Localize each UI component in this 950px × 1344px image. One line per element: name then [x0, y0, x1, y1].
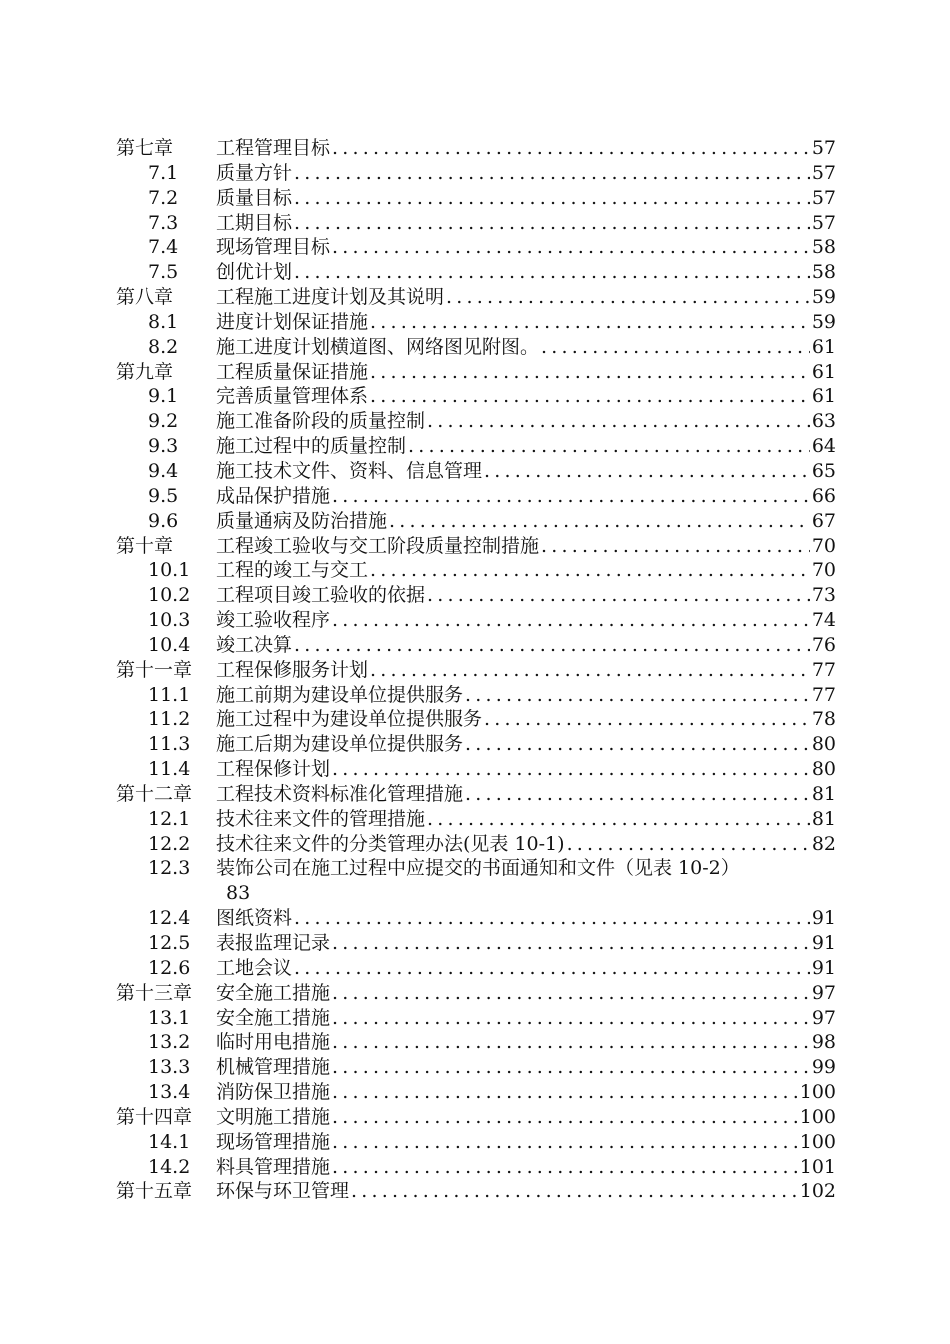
toc-entry-text	[216, 633, 836, 658]
toc-entry-title: 施工准备阶段的质量控制	[216, 410, 426, 433]
table-of-contents	[116, 136, 836, 1204]
toc-dot-leader	[370, 558, 810, 583]
toc-entry-number: 10.1	[148, 559, 191, 582]
toc-entry-text	[216, 434, 836, 459]
toc-page-number: 74	[811, 609, 836, 632]
toc-entry-title: 工程管理目标	[216, 137, 331, 159]
toc-section-entry[interactable]	[116, 384, 836, 409]
toc-entry-title: 安全施工措施	[216, 1006, 331, 1029]
toc-dot-leader	[332, 931, 810, 956]
toc-page-number: 57	[811, 161, 836, 184]
toc-dot-leader	[332, 981, 810, 1006]
toc-entry-title: 工程项目竣工验收的依据	[216, 584, 426, 607]
toc-dot-leader	[332, 1030, 810, 1055]
toc-entry-number: 12.6	[148, 956, 191, 979]
toc-section-entry[interactable]	[116, 335, 836, 360]
toc-entry-number: 9.5	[148, 484, 179, 507]
toc-entry-number: 第十五章	[116, 1180, 193, 1203]
toc-page-number: 77	[811, 683, 836, 706]
toc-entry-text	[216, 583, 836, 608]
toc-section-entry[interactable]	[116, 409, 836, 434]
toc-entry-text	[216, 186, 836, 211]
toc-entry-text	[216, 534, 836, 559]
toc-entry-number: 12.1	[148, 807, 191, 830]
toc-entry-title: 图纸资料	[216, 907, 293, 930]
toc-entry-number: 12.5	[148, 932, 191, 954]
toc-chapter-entry[interactable]	[116, 1179, 836, 1204]
toc-section-entry[interactable]	[116, 558, 836, 583]
toc-dot-leader	[332, 1130, 798, 1155]
toc-page-number: 61	[811, 385, 836, 408]
toc-entry-title: 工地会议	[216, 956, 293, 979]
toc-page-number: 63	[811, 410, 836, 433]
toc-dot-leader	[294, 906, 810, 931]
toc-page-number: 80	[811, 758, 836, 781]
toc-entry-title: 工程保修计划	[216, 758, 331, 781]
toc-entry-text	[216, 856, 836, 906]
toc-entry-text	[216, 757, 836, 782]
toc-entry-number: 11.1	[148, 683, 191, 706]
toc-page-number: 77	[811, 658, 836, 681]
toc-dot-leader	[465, 782, 810, 807]
toc-entry-title: 竣工验收程序	[216, 609, 331, 632]
toc-entry-title: 技术往来文件的分类管理办法(见表 10-1)	[216, 832, 565, 855]
toc-entry-text	[216, 1130, 836, 1155]
toc-entry-text	[216, 732, 836, 757]
toc-entry-number: 14.2	[148, 1155, 191, 1178]
toc-entry-title: 消防保卫措施	[216, 1081, 331, 1104]
toc-dot-leader	[541, 534, 810, 559]
toc-entry-title: 安全施工措施	[216, 981, 331, 1004]
toc-entry-text	[216, 384, 836, 409]
toc-entry-title: 施工技术文件、资料、信息管理	[216, 459, 483, 482]
toc-page-number: 78	[811, 708, 836, 731]
toc-page-number: 57	[811, 211, 836, 234]
toc-entry-number: 9.2	[148, 410, 179, 433]
toc-dot-leader	[332, 1105, 798, 1130]
toc-entry-text	[216, 1155, 836, 1180]
toc-entry-title: 机械管理措施	[216, 1056, 331, 1079]
toc-section-entry[interactable]	[116, 931, 836, 956]
toc-dot-leader	[294, 956, 810, 981]
toc-section-entry[interactable]	[116, 186, 836, 211]
toc-entry-text	[216, 235, 836, 260]
toc-entry-number: 13.2	[148, 1031, 191, 1054]
toc-section-entry[interactable]	[116, 1155, 836, 1180]
toc-entry-number: 第七章	[116, 137, 174, 159]
toc-section-entry[interactable]	[116, 856, 836, 906]
toc-entry-number: 7.3	[148, 211, 179, 234]
toc-entry-title: 工程竣工验收与交工阶段质量控制措施	[216, 534, 540, 557]
toc-entry-text	[216, 906, 836, 931]
toc-section-entry[interactable]	[116, 1030, 836, 1055]
toc-section-entry[interactable]	[116, 459, 836, 484]
toc-section-entry[interactable]	[116, 211, 836, 236]
toc-dot-leader	[332, 1055, 810, 1080]
toc-entry-number: 第十四章	[116, 1105, 193, 1128]
toc-entry-title: 质量方针	[216, 161, 293, 184]
toc-entry-text	[216, 335, 836, 360]
toc-entry-text	[216, 285, 836, 310]
toc-dot-leader	[332, 484, 810, 509]
toc-entry-title: 施工后期为建设单位提供服务	[216, 733, 464, 756]
toc-dot-leader	[465, 683, 810, 708]
toc-entry-title: 工期目标	[216, 211, 293, 234]
toc-entry-text	[216, 161, 836, 186]
toc-entry-text	[216, 1006, 836, 1031]
toc-entry-number: 8.2	[148, 335, 179, 358]
toc-dot-leader	[294, 260, 810, 285]
toc-entry-text	[216, 683, 836, 708]
toc-entry-text	[216, 1105, 836, 1130]
toc-page-number: 59	[811, 310, 836, 333]
toc-entry-title: 临时用电措施	[216, 1031, 331, 1054]
toc-dot-leader	[332, 1006, 810, 1031]
toc-dot-leader	[332, 1080, 798, 1105]
toc-entry-number: 第九章	[116, 360, 174, 383]
toc-section-entry[interactable]	[116, 1080, 836, 1105]
toc-page-number: 57	[811, 137, 836, 159]
toc-page-number: 101	[799, 1155, 836, 1178]
toc-entry-title: 文明施工措施	[216, 1105, 331, 1128]
toc-dot-leader	[294, 186, 810, 211]
toc-page-number: 81	[811, 807, 836, 830]
toc-entry-number: 13.1	[148, 1006, 191, 1029]
toc-entry-text	[216, 558, 836, 583]
toc-dot-leader	[427, 409, 810, 434]
toc-entry-title: 工程技术资料标准化管理措施	[216, 782, 464, 805]
toc-entry-number: 11.4	[148, 758, 191, 781]
toc-section-entry[interactable]	[116, 832, 836, 857]
toc-page-number: 76	[811, 633, 836, 656]
toc-section-entry[interactable]	[116, 683, 836, 708]
toc-dot-leader	[370, 658, 810, 683]
toc-page-number: 65	[811, 459, 836, 482]
toc-section-entry[interactable]	[116, 757, 836, 782]
toc-section-entry[interactable]	[116, 608, 836, 633]
toc-section-entry[interactable]	[116, 956, 836, 981]
toc-page-number: 81	[811, 782, 836, 805]
toc-entry-text	[216, 807, 836, 832]
toc-page-number: 82	[811, 832, 836, 855]
toc-dot-leader	[370, 384, 810, 409]
toc-page-number: 59	[811, 286, 836, 309]
toc-entry-title: 工程的竣工与交工	[216, 559, 369, 582]
toc-chapter-entry[interactable]	[116, 534, 836, 559]
toc-entry-title: 创优计划	[216, 261, 293, 284]
toc-page-number: 64	[811, 435, 836, 458]
toc-entry-text	[216, 782, 836, 807]
toc-entry-number: 11.2	[148, 708, 191, 731]
toc-dot-leader	[332, 136, 810, 161]
toc-entry-text	[216, 707, 836, 732]
toc-entry-number: 第十一章	[116, 658, 193, 681]
toc-section-entry[interactable]	[116, 707, 836, 732]
toc-entry-number: 7.2	[148, 186, 179, 209]
toc-dot-leader	[427, 583, 810, 608]
toc-page-number: 83	[226, 882, 251, 905]
toc-dot-leader	[446, 285, 810, 310]
toc-page-number: 61	[811, 335, 836, 358]
toc-entry-text	[216, 1179, 836, 1204]
toc-entry-title: 装饰公司在施工过程中应提交的书面通知和文件（见表 10-2）	[216, 857, 740, 880]
toc-entry-number: 10.4	[148, 633, 191, 656]
toc-entry-number: 14.1	[148, 1130, 191, 1153]
toc-page-number: 73	[811, 584, 836, 607]
toc-page-number: 91	[811, 956, 836, 979]
toc-dot-leader	[332, 235, 810, 260]
toc-entry-text	[216, 509, 836, 534]
toc-dot-leader	[541, 335, 810, 360]
toc-entry-text	[216, 981, 836, 1006]
toc-entry-title: 竣工决算	[216, 633, 293, 656]
toc-entry-text	[216, 260, 836, 285]
toc-entry-number: 7.4	[148, 236, 179, 259]
toc-page-number: 91	[811, 907, 836, 930]
toc-page-number: 58	[811, 236, 836, 259]
toc-dot-leader	[332, 757, 810, 782]
toc-section-entry[interactable]	[116, 434, 836, 459]
toc-entry-text	[216, 360, 836, 385]
toc-entry-title: 质量通病及防治措施	[216, 509, 388, 532]
toc-entry-text	[216, 459, 836, 484]
toc-entry-number: 7.5	[148, 261, 179, 284]
toc-page-number: 99	[811, 1056, 836, 1079]
toc-dot-leader	[465, 732, 810, 757]
toc-entry-title: 环保与环卫管理	[216, 1180, 350, 1203]
toc-chapter-entry[interactable]	[116, 285, 836, 310]
toc-section-entry[interactable]	[116, 260, 836, 285]
toc-page-number: 100	[799, 1081, 836, 1104]
toc-entry-number: 第十章	[116, 534, 174, 557]
toc-dot-leader	[370, 360, 810, 385]
toc-section-entry[interactable]	[116, 1006, 836, 1031]
toc-entry-text	[216, 608, 836, 633]
toc-entry-title: 技术往来文件的管理措施	[216, 807, 426, 830]
toc-entry-number: 9.4	[148, 459, 179, 482]
toc-entry-title: 质量目标	[216, 186, 293, 209]
toc-page-number: 100	[799, 1130, 836, 1153]
toc-entry-title: 进度计划保证措施	[216, 310, 369, 333]
toc-page-number: 61	[811, 360, 836, 383]
toc-dot-leader	[294, 161, 810, 186]
toc-entry-number: 第十三章	[116, 981, 193, 1004]
toc-entry-number: 第十二章	[116, 782, 193, 805]
toc-entry-text	[216, 484, 836, 509]
toc-entry-text	[216, 832, 836, 857]
toc-entry-number: 9.1	[148, 385, 179, 408]
toc-page-number: 97	[811, 1006, 836, 1029]
toc-chapter-entry[interactable]	[116, 136, 836, 161]
toc-section-entry[interactable]	[116, 235, 836, 260]
toc-chapter-entry[interactable]	[116, 360, 836, 385]
toc-entry-title: 工程质量保证措施	[216, 360, 369, 383]
toc-entry-text	[216, 409, 836, 434]
toc-dot-leader	[389, 509, 810, 534]
toc-section-entry[interactable]	[116, 484, 836, 509]
toc-entry-number: 12.3	[148, 857, 191, 880]
toc-entry-text	[216, 310, 836, 335]
toc-entry-text	[216, 658, 836, 683]
toc-chapter-entry[interactable]	[116, 1105, 836, 1130]
toc-entry-title: 现场管理目标	[216, 236, 331, 259]
toc-entry-number: 13.3	[148, 1056, 191, 1079]
toc-entry-number: 8.1	[148, 310, 179, 333]
toc-dot-leader	[408, 434, 810, 459]
toc-page-number: 58	[811, 261, 836, 284]
toc-section-entry[interactable]	[116, 906, 836, 931]
toc-page-number: 98	[811, 1031, 836, 1054]
toc-dot-leader	[332, 1155, 798, 1180]
toc-entry-number: 13.4	[148, 1081, 191, 1104]
toc-entry-number: 9.3	[148, 435, 179, 458]
toc-entry-number: 10.3	[148, 609, 191, 632]
toc-entry-text	[216, 931, 836, 956]
toc-page-number: 70	[811, 534, 836, 557]
toc-entry-title: 成品保护措施	[216, 484, 331, 507]
toc-entry-title: 表报监理记录	[216, 932, 331, 954]
toc-page-number: 100	[799, 1105, 836, 1128]
toc-chapter-entry[interactable]	[116, 782, 836, 807]
toc-dot-leader	[484, 459, 810, 484]
toc-entry-title: 施工过程中为建设单位提供服务	[216, 708, 483, 731]
toc-page-number: 91	[811, 932, 836, 954]
toc-entry-number: 12.2	[148, 832, 191, 855]
toc-entry-title: 完善质量管理体系	[216, 385, 369, 408]
toc-section-entry[interactable]	[116, 1055, 836, 1080]
toc-entry-text	[216, 956, 836, 981]
toc-section-entry[interactable]	[116, 583, 836, 608]
toc-page-number: 80	[811, 733, 836, 756]
toc-dot-leader	[294, 211, 810, 236]
toc-entry-text	[216, 1030, 836, 1055]
toc-entry-title: 施工前期为建设单位提供服务	[216, 683, 464, 706]
toc-entry-number: 7.1	[148, 161, 179, 184]
toc-chapter-entry[interactable]	[116, 981, 836, 1006]
toc-page-number: 97	[811, 981, 836, 1004]
toc-entry-number: 9.6	[148, 509, 179, 532]
toc-dot-leader	[484, 707, 810, 732]
toc-entry-number: 12.4	[148, 907, 191, 930]
toc-page-number: 67	[811, 509, 836, 532]
toc-dot-leader	[427, 807, 810, 832]
toc-section-entry[interactable]	[116, 509, 836, 534]
toc-page-number: 102	[799, 1180, 836, 1203]
toc-entry-number: 第八章	[116, 286, 174, 309]
toc-entry-title: 料具管理措施	[216, 1155, 331, 1178]
toc-entry-title: 工程保修服务计划	[216, 658, 369, 681]
toc-section-entry[interactable]	[116, 807, 836, 832]
toc-entry-title: 工程施工进度计划及其说明	[216, 286, 445, 309]
toc-dot-leader	[351, 1179, 798, 1204]
toc-entry-title: 现场管理措施	[216, 1130, 331, 1153]
toc-entry-text	[216, 136, 836, 161]
toc-section-entry[interactable]	[116, 161, 836, 186]
toc-entry-text	[216, 1055, 836, 1080]
toc-section-entry[interactable]	[116, 633, 836, 658]
toc-dot-leader	[567, 832, 810, 857]
toc-dot-leader	[332, 608, 810, 633]
toc-section-entry[interactable]	[116, 1130, 836, 1155]
toc-entry-text	[216, 1080, 836, 1105]
toc-dot-leader	[294, 633, 810, 658]
toc-entry-title: 施工过程中的质量控制	[216, 435, 407, 458]
toc-entry-text	[216, 211, 836, 236]
toc-chapter-entry[interactable]	[116, 658, 836, 683]
toc-section-entry[interactable]	[116, 732, 836, 757]
toc-page-number: 70	[811, 559, 836, 582]
toc-section-entry[interactable]	[116, 310, 836, 335]
toc-page-number: 66	[811, 484, 836, 507]
toc-entry-title: 施工进度计划横道图、网络图见附图。	[216, 335, 540, 358]
toc-entry-number: 11.3	[148, 733, 191, 756]
toc-dot-leader	[370, 310, 810, 335]
toc-page-number: 57	[811, 186, 836, 209]
toc-entry-number: 10.2	[148, 584, 191, 607]
